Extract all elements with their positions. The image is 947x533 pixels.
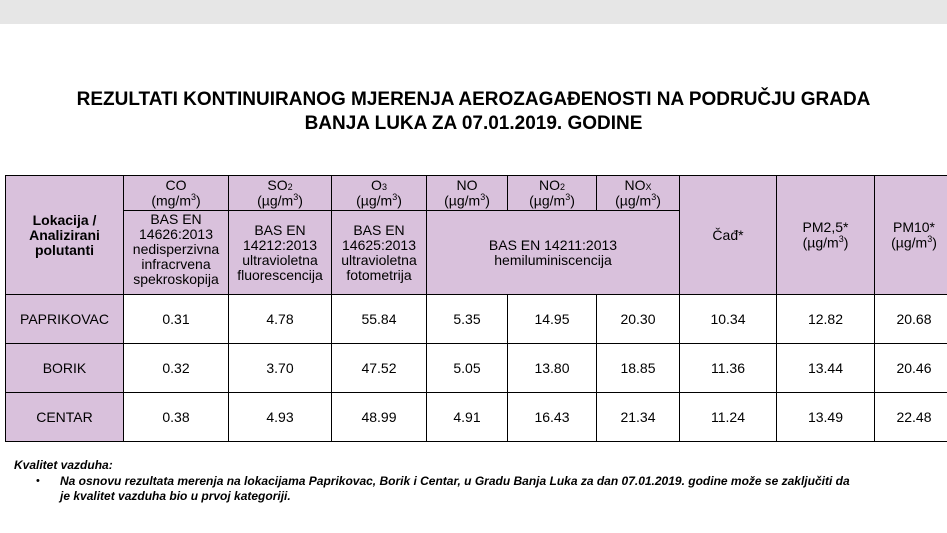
pm10-unit: $(\mu g/m^3)$ — [891, 233, 937, 251]
value-cell: 5.05 — [426, 343, 508, 393]
nox-header — [596, 175, 680, 211]
location-cell: PAPRIKOVAC — [5, 294, 124, 344]
pm25-header — [776, 175, 875, 295]
location-header — [5, 175, 124, 295]
method-line: BAS EN — [353, 221, 405, 238]
value-cell: 0.38 — [123, 392, 229, 442]
location-cell: BORIK — [5, 343, 124, 393]
value-cell: 20.46 — [874, 343, 947, 393]
method-line: nedisperzivna — [132, 241, 220, 257]
method-line: 14212:2013 — [243, 236, 317, 253]
nox-unit: $(\mu g/m^3)$ — [615, 191, 661, 209]
value-cell: 0.31 — [123, 294, 229, 344]
o3-unit: $(\mu g/m^3)$ — [356, 191, 402, 209]
location-header-line: polutanti — [34, 241, 95, 258]
no-header — [426, 175, 508, 211]
page-title — [0, 88, 947, 136]
method-line: ultravioletna — [341, 251, 417, 268]
value-cell: 16.43 — [507, 392, 597, 442]
co-unit: $(mg/m^3)$ — [151, 191, 201, 209]
method-line: spekroskopija — [133, 271, 219, 287]
value-cell: 13.80 — [507, 343, 597, 393]
co-method — [123, 210, 229, 295]
so2-unit: $(\mu g/m^3)$ — [257, 191, 303, 209]
value-cell: 20.30 — [596, 294, 680, 344]
value-cell: 55.84 — [331, 294, 427, 344]
title-line-2: BANJA LUKA ZA 07.01.2019. GODINE — [304, 113, 643, 134]
bullet-icon: • — [36, 475, 40, 487]
note-heading: Kvalitet vazduha: — [14, 458, 113, 472]
no-name: NO — [456, 176, 478, 193]
value-cell: 18.85 — [596, 343, 680, 393]
method-line: hemiluminiscencija — [494, 251, 612, 268]
value-cell: 4.93 — [228, 392, 332, 442]
value-cell: 11.24 — [679, 392, 777, 442]
value-cell: 22.48 — [874, 392, 947, 442]
method-line: ultravioletna — [242, 251, 318, 268]
value-cell: 0.32 — [123, 343, 229, 393]
cad-header — [679, 175, 777, 295]
top-bar — [0, 0, 947, 24]
method-line: infracrvena — [141, 256, 211, 272]
nox-method — [426, 210, 680, 295]
location-header-line: Lokacija / — [32, 211, 97, 228]
value-cell: 5.35 — [426, 294, 508, 344]
value-cell: 48.99 — [331, 392, 427, 442]
note-line-2: je kvalitet vazduha bio u prvoj kategoriji. — [60, 489, 291, 503]
value-cell: 21.34 — [596, 392, 680, 442]
pm10-header — [874, 175, 947, 295]
method-line: fluorescencija — [237, 266, 323, 283]
method-line: fotometrija — [346, 266, 412, 283]
so2-method — [228, 210, 332, 295]
method-line: BAS EN — [150, 211, 202, 227]
method-line: BAS EN — [254, 221, 306, 238]
value-cell: 20.68 — [874, 294, 947, 344]
pm25-name: PM2,5* — [802, 218, 849, 235]
co-name: CO — [165, 176, 187, 193]
value-cell: 3.70 — [228, 343, 332, 393]
co-header — [123, 175, 229, 211]
o3-name: O3 — [371, 176, 387, 193]
value-cell: 10.34 — [679, 294, 777, 344]
no2-name: NO2 — [538, 176, 565, 193]
value-cell: 14.95 — [507, 294, 597, 344]
no2-unit: $(\mu g/m^3)$ — [529, 191, 575, 209]
no2-header — [507, 175, 597, 211]
value-cell: 13.49 — [776, 392, 875, 442]
note-line-1: Na osnovu rezultata merenja na lokacijama Paprikovac, Borik i Centar, u Gradu Banja Luka za dan 07.01.2019. godine može se zaključiti da — [60, 474, 850, 488]
pm10-name: PM10* — [892, 218, 936, 235]
value-cell: 47.52 — [331, 343, 427, 393]
value-cell: 13.44 — [776, 343, 875, 393]
title-line-1: REZULTATI KONTINUIRANOG MJERENJA AEROZAGAĐENOSTI NA PODRUČJU GRADA — [76, 89, 871, 110]
location-cell: CENTAR — [5, 392, 124, 442]
method-line: BAS EN 14211:2013 — [488, 236, 618, 253]
value-cell: 12.82 — [776, 294, 875, 344]
value-cell: 11.36 — [679, 343, 777, 393]
value-cell: 4.91 — [426, 392, 508, 442]
nox-name: NOX — [624, 176, 652, 193]
no-unit: $(\mu g/m^3)$ — [444, 191, 490, 209]
o3-header — [331, 175, 427, 211]
o3-method — [331, 210, 427, 295]
pm25-unit: $(\mu g/m^3)$ — [802, 233, 849, 251]
location-header-line: Analizirani — [29, 226, 100, 243]
so2-name: SO2 — [267, 176, 293, 193]
method-line: 14626:2013 — [139, 226, 213, 242]
so2-header — [228, 175, 332, 211]
cad-name: Čađ* — [712, 226, 744, 243]
value-cell: 4.78 — [228, 294, 332, 344]
method-line: 14625:2013 — [342, 236, 416, 253]
